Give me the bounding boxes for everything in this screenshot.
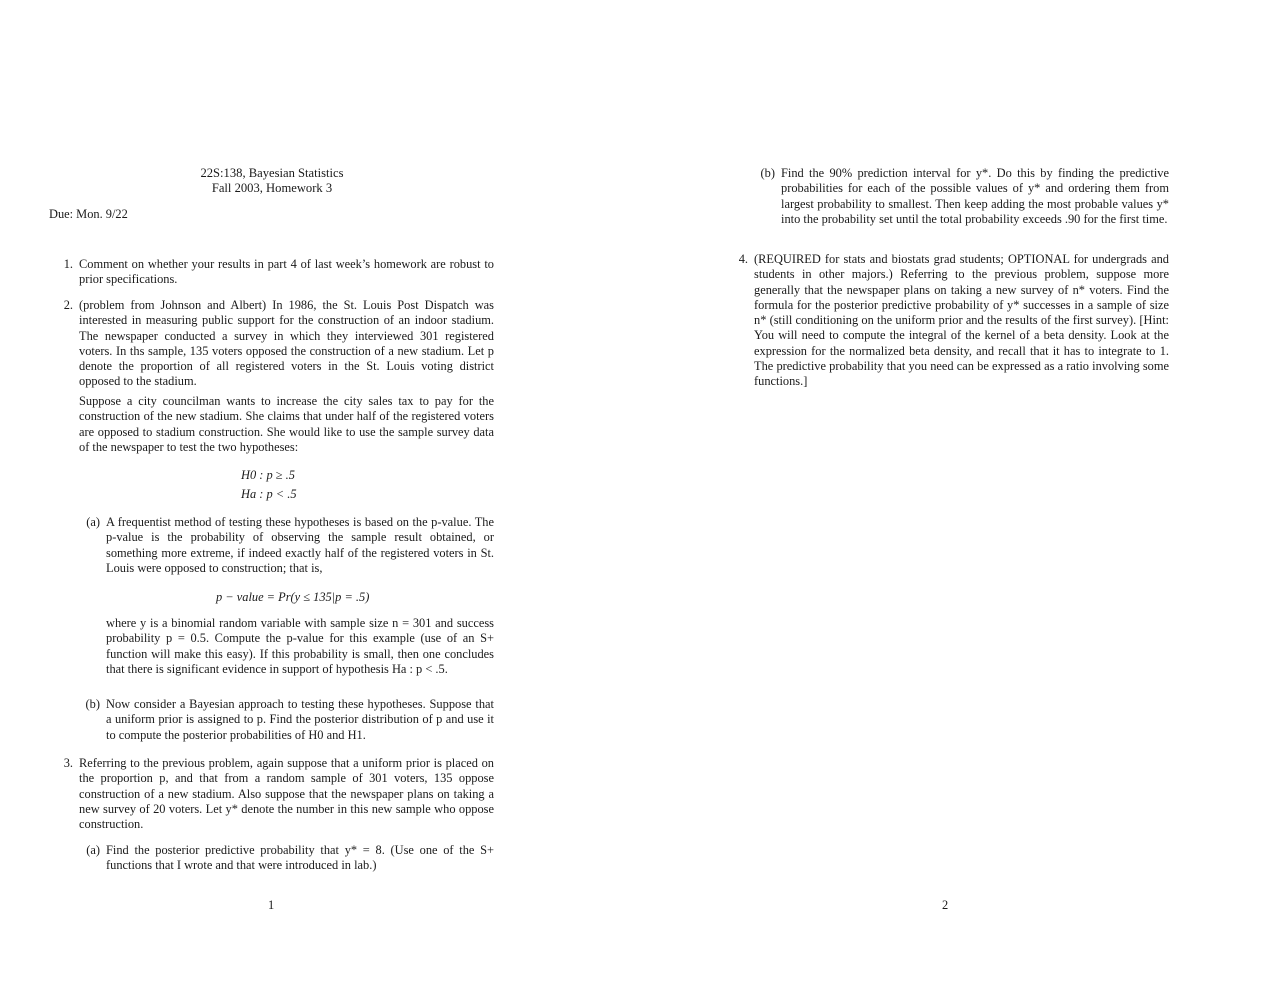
due-date: Due: Mon. 9/22 <box>49 207 128 221</box>
q2-number: 2. <box>63 298 73 312</box>
q2b-label: (b) <box>85 697 100 711</box>
q3a-label: (a) <box>86 843 100 857</box>
q3b-text: Find the 90% prediction interval for y*. Do this by finding the predictive probabilities for each of the possible values of y* and ordering them from largest probability to smallest. Then keep adding the most probable values y* into the probability set until the total probability exceeds .90 for the first time. <box>781 166 1169 226</box>
q1-number: 1. <box>63 257 73 271</box>
q4-text: (REQUIRED for stats and biostats grad students; OPTIONAL for undergrads and students in other majors.) Referring to the previous problem, suppose more generally that the newspaper plans on taking a new survey of n* voters. Find the formula for the posterior predictive probability of y* successes in a sample of size n* (still conditioning on the uniform prior and the results of the first survey). [Hint: You will need to compute the integral of the kernel of a beta density. Look at the expression for the normalized beta density, and recall that it has to integrate to 1. The predictive probability that you need can be expressed as a ratio involving some functions.] <box>754 252 1169 389</box>
q3a-text: Find the posterior predictive probability that y* = 8. (Use one of the S+ functions that I wrote and that were introduced in lab.) <box>106 843 494 873</box>
page-number: 2 <box>942 898 949 912</box>
q3b-label: (b) <box>760 166 775 180</box>
q2-paragraph-2: Suppose a city councilman wants to increase the city sales tax to pay for the construction of the new stadium. She claims that under half of the registered voters are opposed to stadium construction. She would like to use the sample survey data of the newspaper to test the two hypotheses: <box>79 394 494 454</box>
page-number: 1 <box>268 898 275 912</box>
course-title: 22S:138, Bayesian Statistics <box>200 166 344 180</box>
hypothesis-null: H0 : p ≥ .5 <box>241 468 295 482</box>
q3-text: Referring to the previous problem, again suppose that a uniform prior is placed on the proportion p, and that from a random sample of 301 voters, 135 oppose construction of a new stadium. Also suppose that the newspaper plans on taking a new survey of 20 voters. Let y* denote the number in this new sample who oppose construction. <box>79 756 494 832</box>
q4-number: 4. <box>738 252 748 266</box>
page-2 <box>640 0 1280 989</box>
q2a-label: (a) <box>86 515 100 529</box>
q2-paragraph-1: (problem from Johnson and Albert) In 1986, the St. Louis Post Dispatch was interested in measuring public support for the construction of an indoor stadium. The newspaper conducted a survey in which they interviewed 301 registered voters. In ths sample, 135 voters opposed the construction of a new stadium. Let p denote the proportion of all registered voters in the St. Louis voting district opposed to the stadium. <box>79 298 494 389</box>
q1-text: Comment on whether your results in part 4 of last week’s homework are robust to prior specifications. <box>79 257 494 287</box>
homework-title: Fall 2003, Homework 3 <box>211 181 333 195</box>
q2a-text-1: A frequentist method of testing these hypotheses is based on the p-value. The p-value is the probability of observing the sample result obtained, or something more extreme, if indeed exactly half of the registered voters in St. Louis were opposed to construction; that is, <box>106 515 494 575</box>
q3-number: 3. <box>63 756 73 770</box>
hypothesis-alternative: Ha : p < .5 <box>241 487 297 501</box>
p-value-equation: p − value = Pr(y ≤ 135|p = .5) <box>216 590 370 604</box>
q2b-text: Now consider a Bayesian approach to testing these hypotheses. Suppose that a uniform prior is assigned to p. Find the posterior distribution of p and use it to compute the posterior probabilities of H0 and H1. <box>106 697 494 742</box>
q2a-text-2: where y is a binomial random variable with sample size n = 301 and success probability p = 0.5. Compute the p-value for this example (use of an S+ function will make this easy). If this probability is small, then one concludes that there is significant evidence in support of hypothesis Ha : p < .5. <box>106 616 494 676</box>
